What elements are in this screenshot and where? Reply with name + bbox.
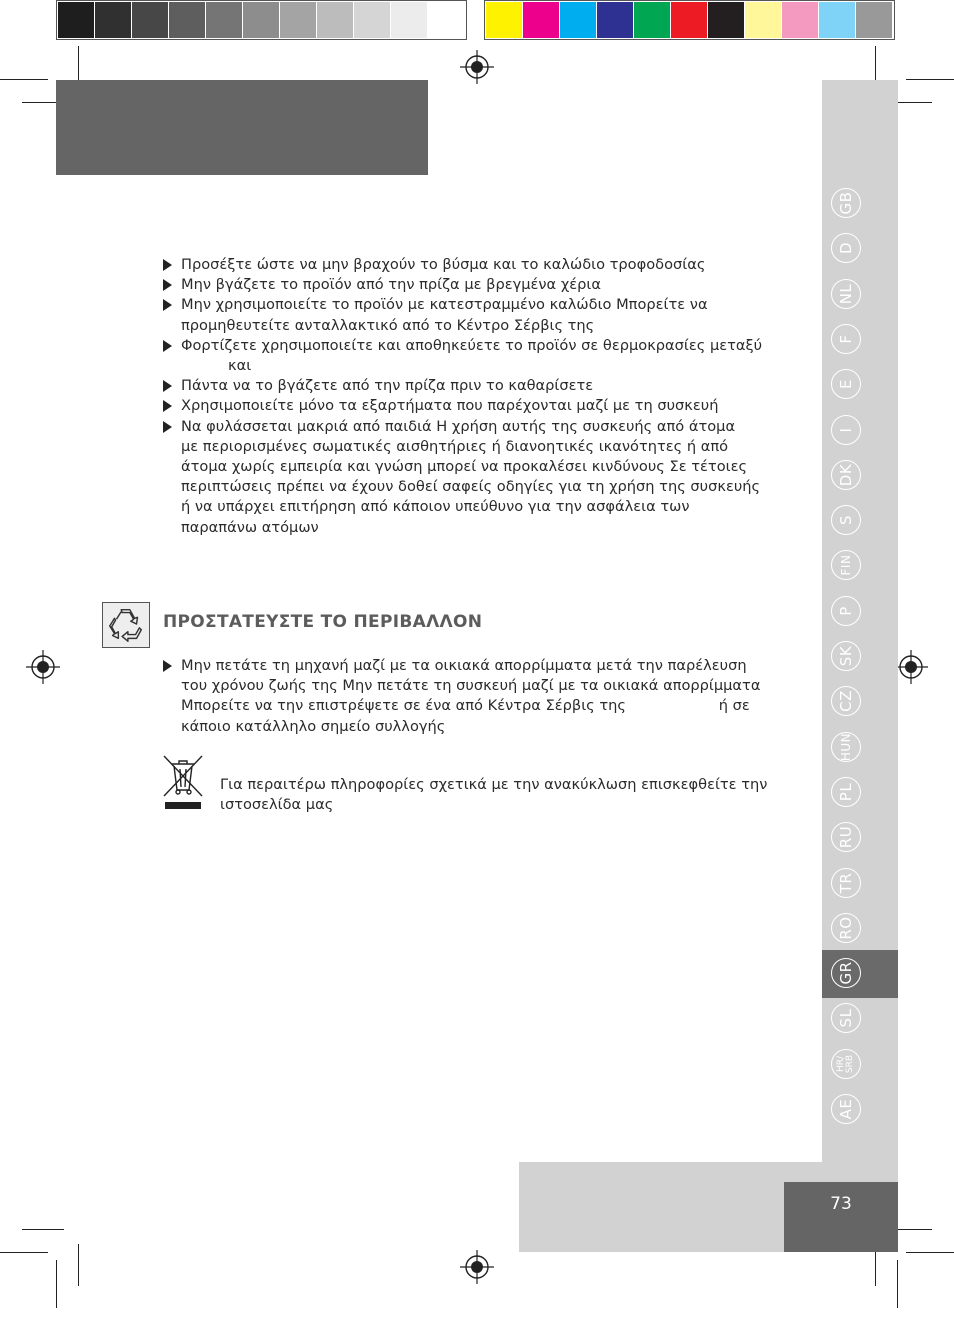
list-item [162, 295, 812, 335]
grey-swatch [206, 2, 242, 38]
header-block [56, 80, 428, 175]
color-swatch [782, 2, 818, 38]
list-item-line: με περιορισμένες σωματικές αισθητήριες ή διανοητικές ικανότητες ή από [181, 437, 729, 455]
crop-mark [0, 1252, 48, 1253]
grey-swatch [132, 2, 168, 38]
crop-mark [78, 1244, 79, 1286]
language-tab-label-part: SRB [845, 1054, 855, 1073]
color-swatch [708, 2, 744, 38]
recycle-icon-box [102, 602, 150, 648]
list-item-line: Πάντα να το βγάζετε από την πρίζα πριν το καθαρίσετε [181, 377, 594, 395]
color-swatch [745, 2, 781, 38]
list-item [162, 396, 812, 416]
crossed-bin-icon [160, 752, 206, 810]
color-swatch [671, 2, 707, 38]
list-item-line: κάποιο κατάλληλο σημείο συλλογής [181, 717, 446, 735]
language-tab-label: NL [831, 279, 861, 309]
language-tab-label: S [831, 505, 861, 535]
triangle-right-icon [163, 660, 172, 672]
list-item [162, 656, 812, 737]
language-tab-label: RU [831, 822, 861, 852]
page-number: 73 [830, 1194, 852, 1214]
triangle-right-icon [163, 340, 172, 352]
list-item-line: προμηθευτείτε ανταλλακτικό από το Κέντρο Σέρβις της [181, 316, 595, 334]
grey-swatch [169, 2, 205, 38]
triangle-right-icon [163, 400, 172, 412]
list-item-line: άτομα χωρίς εμπειρία και γνώση μπορεί να προκαλέσει κινδύνους Σε τέτοιες [181, 458, 748, 476]
language-tab-label: P [831, 596, 861, 626]
color-swatch [523, 2, 559, 38]
crop-mark [0, 79, 48, 80]
language-tab-label: D [831, 233, 861, 263]
list-item-line: Μην χρησιμοποιείτε το προϊόν με κατεστραμμένο καλώδιο Μπορείτε να [181, 296, 708, 314]
list-item-line: Μπορείτε να την επιστρέψετε σε ένα από Κέντρα Σέρβις της ή σε [181, 697, 750, 715]
language-tab-label: F [831, 324, 861, 354]
language-tab-label: GR [831, 958, 861, 988]
grey-swatch [391, 2, 427, 38]
language-tab-label: GB [831, 188, 861, 218]
crop-mark [906, 79, 954, 80]
list-item-line: περιπτώσεις πρέπει να έχουν δοθεί σαφείς οδηγίες για τη χρήση της συσκευής [181, 478, 761, 496]
recycling-info-text [220, 775, 800, 815]
color-swatch [560, 2, 596, 38]
color-swatch [856, 2, 892, 38]
language-tab-label [831, 1049, 861, 1079]
triangle-right-icon [163, 380, 172, 392]
triangle-right-icon [163, 299, 172, 311]
grey-swatch [58, 2, 94, 38]
color-swatch [819, 2, 855, 38]
grey-swatch [317, 2, 353, 38]
list-item-line: ή να υπάρχει επιτήρηση από κάποιον υπεύθυνο για την ασφάλεια των [181, 498, 690, 516]
crop-mark [22, 1229, 64, 1230]
registration-mark-icon [26, 650, 60, 684]
language-tab-label: I [831, 415, 861, 445]
language-tab-label: E [831, 369, 861, 399]
list-item-line: του χρόνου ζωής της Μην πετάτε τη συσκευή μαζί με τα οικιακά απορρίμματα [181, 677, 761, 695]
language-tab-label: CZ [831, 686, 861, 716]
language-tab-label: HUN [831, 732, 861, 762]
registration-mark-icon [460, 1250, 494, 1284]
list-item [162, 255, 812, 275]
triangle-right-icon [163, 279, 172, 291]
list-item-line: Φορτίζετε χρησιμοποιείτε και αποθηκεύετε το προϊόν σε θερμοκρασίες μεταξύ [181, 336, 763, 354]
list-item-line: Χρησιμοποιείτε μόνο τα εξαρτήματα που παρέχονται μαζί με τη συσκευή [181, 397, 719, 415]
registration-mark-icon [894, 650, 928, 684]
environment-section-title: ΠΡΟΣΤΑΤΕΥΣΤΕ ΤΟ ΠΕΡΙΒΑΛΛΟΝ [163, 612, 483, 632]
list-item [162, 376, 812, 396]
color-swatch [597, 2, 633, 38]
recycle-icon [103, 603, 149, 647]
list-item [162, 275, 812, 295]
list-item-line: Να φυλάσσεται μακριά από παιδιά Η χρήση αυτής της συσκευής από άτομα [181, 417, 736, 435]
list-item-line: Προσέξτε ώστε να μην βραχούν το βύσμα και το καλώδιο τροφοδοσίας [181, 256, 706, 273]
crop-mark [906, 1252, 954, 1253]
language-tab-label-part: HR/ [836, 1055, 846, 1072]
language-tab-label: DK [831, 460, 861, 490]
grey-swatch [280, 2, 316, 38]
language-tab-label: RO [831, 913, 861, 943]
grey-swatch [243, 2, 279, 38]
registration-mark-icon [460, 50, 494, 84]
list-item-line: παραπάνω ατόμων [181, 518, 319, 536]
list-item [162, 417, 812, 538]
color-swatch [486, 2, 522, 38]
list-item-line: Μην πετάτε τη μηχανή μαζί με τα οικιακά απορρίμματα μετά την παρέλευση [181, 657, 747, 674]
triangle-right-icon [163, 259, 172, 271]
crop-mark [897, 1260, 898, 1308]
recycling-info-line: Για περαιτέρω πληροφορίες σχετικά με την ανακύκλωση επισκεφθείτε την [220, 776, 768, 793]
grey-swatch [95, 2, 131, 38]
environment-instructions-list [162, 656, 812, 737]
triangle-right-icon [163, 421, 172, 433]
language-tab-label: PL [831, 777, 861, 807]
language-tab-label: AE [831, 1094, 861, 1124]
safety-instructions-list [162, 255, 812, 538]
color-swatch [634, 2, 670, 38]
grey-swatch [354, 2, 390, 38]
language-tab-label: SL [831, 1003, 861, 1033]
crop-mark [56, 1260, 57, 1308]
list-item-line: Μην βγάζετε το προϊόν από την πρίζα με βρεγμένα χέρια [181, 276, 601, 294]
recycling-info-line: ιστοσελίδα μας [220, 796, 334, 814]
list-item-line: και [228, 357, 252, 375]
page-number-box [784, 1182, 898, 1252]
language-tab-label: TR [831, 868, 861, 898]
grey-swatch [428, 2, 464, 38]
language-tab-label: SK [831, 641, 861, 671]
printer-color-bar [56, 0, 898, 40]
list-item [162, 336, 812, 376]
language-tab-label: FIN [831, 550, 861, 580]
